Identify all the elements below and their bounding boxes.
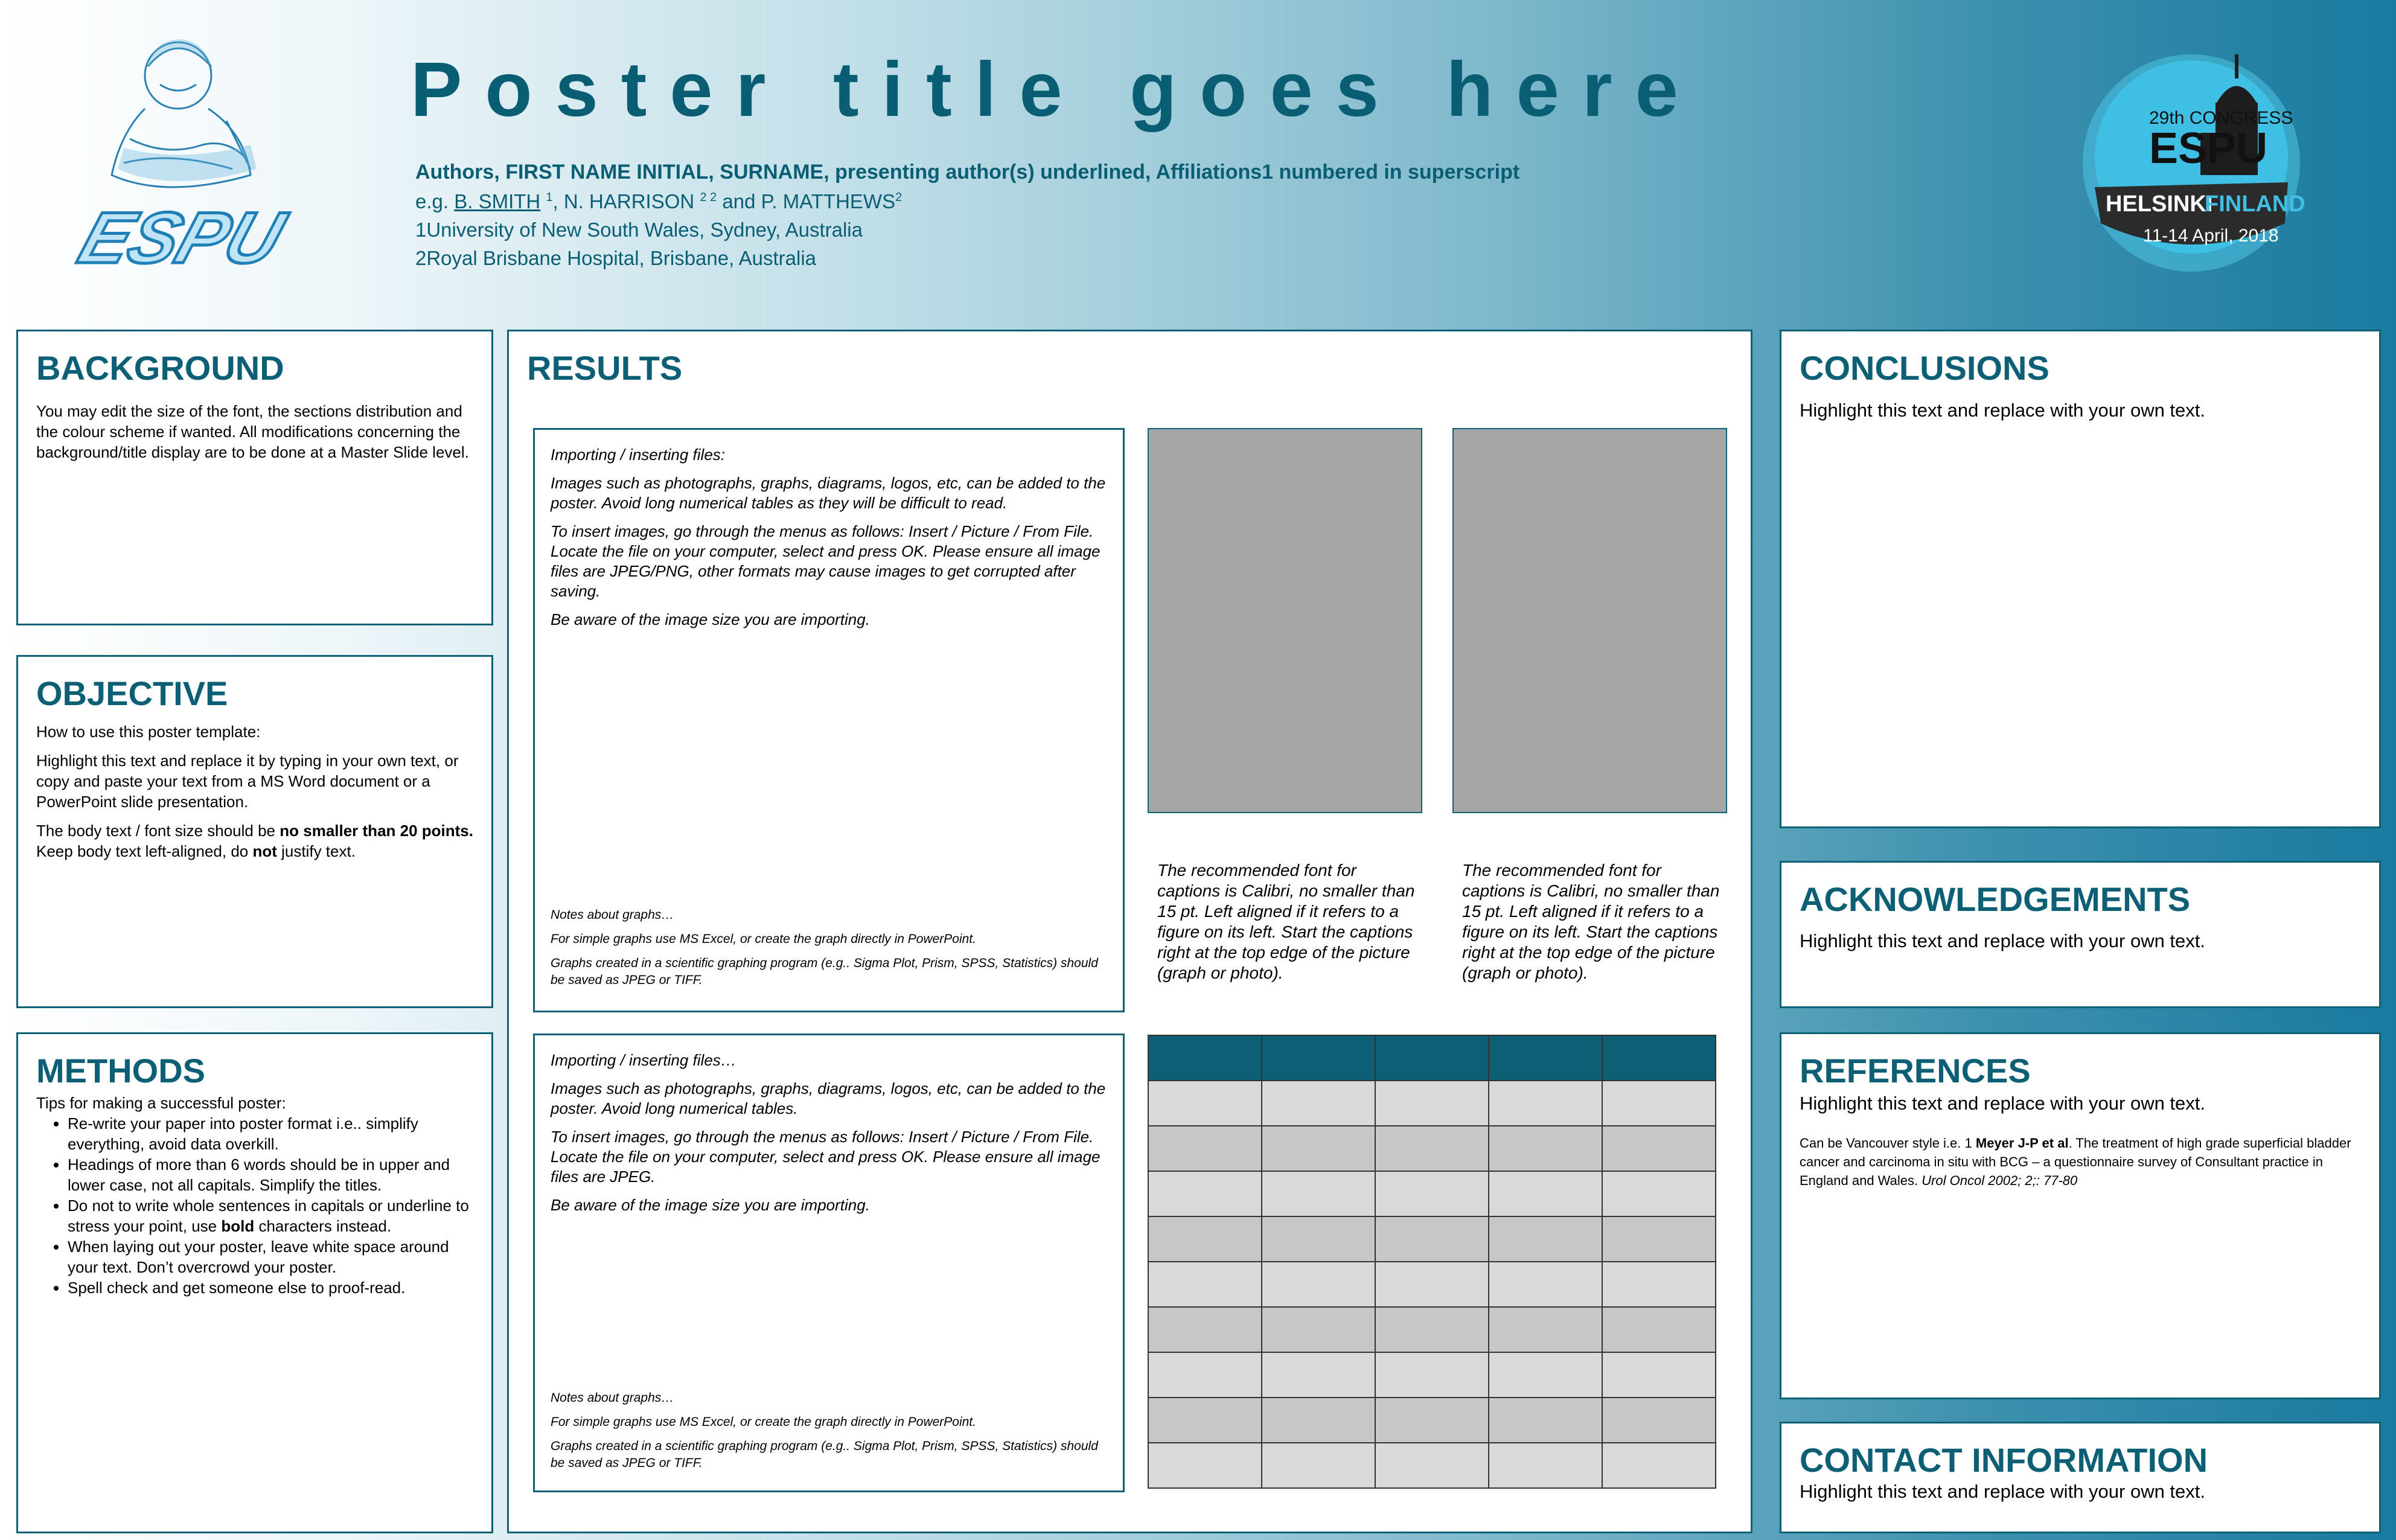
- methods-tip: • Do not to write whole sentences in capitals or underline to stress your point, use bold characters instead.: [68, 1195, 473, 1236]
- author2: , N. HARRISON: [552, 190, 695, 212]
- caption-1: The recommended font for captions is Calibri, no smaller than 15 pt. Left aligned if it refers to a figure on its left. Start the captions right at the top edge of the picture (graph or photo).: [1157, 861, 1415, 982]
- results-panel: [507, 330, 1752, 1533]
- references-heading: REFERENCES: [1800, 1052, 2031, 1090]
- objective-panel: [16, 655, 493, 1008]
- results-box2-p4: Be aware of the image size you are importing.: [551, 1196, 870, 1214]
- references-text: Highlight this text and replace with your own text.: [1800, 1093, 2206, 1114]
- results-box1-notes-title: Notes about graphs…: [551, 908, 674, 922]
- table-header-cell: [1262, 1035, 1375, 1081]
- references-panel: [1780, 1032, 2381, 1399]
- methods-tip: • Re-write your paper into poster format i.e.. simplify everything, avoid data overkill.: [68, 1113, 473, 1154]
- results-heading: RESULTS: [527, 349, 683, 387]
- background-panel: [16, 330, 493, 625]
- background-text: You may edit the size of the font, the sections distribution and the colour scheme if wanted. All modifications concerning the background/title display are to be done at a Master Slide level.: [36, 402, 469, 461]
- presenting-author: B. SMITH: [454, 190, 541, 212]
- methods-intro: Tips for making a successful poster:: [36, 1094, 286, 1112]
- results-box1-note-2: Graphs created in a scientific graphing program (e.g.. Sigma Plot, Prism, SPSS, Statistics) should be saved as JPEG or TIFF.: [551, 956, 1098, 987]
- authors-line: Authors, FIRST NAME INITIAL, SURNAME, presenting author(s) underlined, Affiliations1 numbered in superscript: [415, 161, 1520, 184]
- image-placeholder-2: [1452, 428, 1727, 813]
- methods-heading: METHODS: [36, 1052, 205, 1090]
- badge-city: HELSINKI: [2106, 191, 2213, 217]
- table-header-cell: [1489, 1035, 1602, 1081]
- affiliation-2: 2Royal Brisbane Hospital, Brisbane, Australia: [415, 247, 817, 269]
- contact-text: Highlight this text and replace with your own text.: [1800, 1481, 2206, 1502]
- contact-heading: CONTACT INFORMATION: [1800, 1441, 2208, 1479]
- methods-panel: [16, 1032, 493, 1533]
- affiliation-1: 1University of New South Wales, Sydney, Australia: [415, 219, 863, 241]
- objective-text-1: Highlight this text and replace it by typing in your own text, or copy and paste your text from a MS Word document or a PowerPoint slide presentation.: [36, 752, 459, 811]
- conclusions-panel: [1780, 330, 2381, 828]
- author3: and P. MATTHEWS: [717, 190, 896, 212]
- results-box2-p2: Images such as photographs, graphs, diagrams, logos, etc, can be added to the poster. Avoid long numerical tables.: [551, 1079, 1106, 1117]
- table-row: [1148, 1307, 1716, 1352]
- conclusions-heading: CONCLUSIONS: [1800, 349, 2049, 387]
- objective-text-2: The body text / font size should be no smaller than 20 points. Keep body text left-aligned, do not justify text.: [36, 822, 473, 860]
- background-heading: BACKGROUND: [36, 349, 284, 387]
- results-box1-p2: Images such as photographs, graphs, diagrams, logos, etc, can be added to the poster. Avoid long numerical tables as they will be difficult to read.: [551, 474, 1106, 512]
- methods-tip: • Spell check and get someone else to proof-read.: [68, 1277, 473, 1298]
- badge-dates: 11-14 April, 2018: [2143, 226, 2279, 246]
- badge-country: FINLAND: [2205, 191, 2305, 217]
- results-box1-note-1: For simple graphs use MS Excel, or create the graph directly in PowerPoint.: [551, 932, 976, 946]
- table-header-cell: [1375, 1035, 1489, 1081]
- results-box2-p3: To insert images, go through the menus as follows: Insert / Picture / From File. Locate the file on your computer, select and press OK. Please ensure all image files are JPEG.: [551, 1128, 1101, 1186]
- methods-tip: • Headings of more than 6 words should be in upper and lower case, not all capitals. Simplify the titles.: [68, 1154, 473, 1195]
- espu-logo: [57, 18, 317, 284]
- table-row: [1148, 1398, 1716, 1443]
- table-row: [1148, 1352, 1716, 1398]
- table-row: [1148, 1126, 1716, 1171]
- table-header-cell: [1602, 1035, 1716, 1081]
- results-text-box-1: [533, 428, 1125, 1012]
- table-row: [1148, 1262, 1716, 1307]
- congress-badge-logo: [2077, 12, 2306, 314]
- acknowledgements-text: Highlight this text and replace with your own text.: [1800, 930, 2206, 951]
- author1-sup: 1: [546, 191, 553, 204]
- objective-intro: How to use this poster template:: [36, 723, 261, 741]
- results-box1-p3: To insert images, go through the menus as follows: Insert / Picture / From File. Locate the file on your computer, select and press OK. Please ensure all image files are JPEG/PNG, other formats may cause images to get corrupted after saving.: [551, 522, 1101, 600]
- authors-example: [415, 190, 902, 213]
- acknowledgements-panel: [1780, 861, 2381, 1008]
- objective-heading: OBJECTIVE: [36, 674, 228, 712]
- table-header-cell: [1148, 1035, 1262, 1081]
- acknowledgements-heading: ACKNOWLEDGEMENTS: [1800, 880, 2191, 918]
- badge-congress: 29th CONGRESS: [2149, 108, 2293, 128]
- methods-tip: • When laying out your poster, leave white space around your text. Don’t overcrowd your poster.: [68, 1236, 473, 1277]
- table-row: [1148, 1081, 1716, 1126]
- author3-sup: 2: [895, 191, 902, 204]
- results-box2-note-2: Graphs created in a scientific graphing program (e.g.. Sigma Plot, Prism, SPSS, Statistics) should be saved as JPEG or TIFF.: [551, 1439, 1098, 1470]
- results-box1-p4: Be aware of the image size you are importing.: [551, 610, 870, 628]
- author2-sup: 2 2: [700, 191, 717, 204]
- table-row: [1148, 1171, 1716, 1216]
- contact-panel: [1780, 1422, 2381, 1533]
- table-row: [1148, 1443, 1716, 1488]
- table-row: [1148, 1216, 1716, 1262]
- example-prefix: e.g.: [415, 190, 449, 212]
- results-text-box-2: [533, 1034, 1125, 1492]
- caption-2: The recommended font for captions is Calibri, no smaller than 15 pt. Left aligned if it refers to a figure on its left. Start the captions right at the top edge of the picture (graph or photo).: [1462, 861, 1720, 982]
- results-box2-p1: Importing / inserting files…: [551, 1051, 736, 1069]
- poster-title: Poster title goes here: [411, 46, 1701, 133]
- results-box2-note-1: For simple graphs use MS Excel, or create the graph directly in PowerPoint.: [551, 1415, 976, 1429]
- reference-entry: Can be Vancouver style i.e. 1 Meyer J-P et al. The treatment of high grade superficial bladder cancer and carcinoma in situ with BCG – a questionnaire survey of Consultant practice in England and Wales. Urol Oncol 2002; 2;: 77-80: [1800, 1136, 2351, 1188]
- conclusions-text: Highlight this text and replace with your own text.: [1800, 400, 2206, 421]
- table-header-row: [1148, 1035, 1716, 1081]
- results-box1-p1: Importing / inserting files:: [551, 446, 726, 464]
- results-box2-notes-title: Notes about graphs…: [551, 1391, 674, 1405]
- espu-logo-text: ESPU: [69, 197, 293, 279]
- results-table-placeholder: [1148, 1035, 1716, 1489]
- badge-espu: ESPU: [2149, 124, 2268, 173]
- methods-tips-list: [36, 1113, 473, 1298]
- image-placeholder-1: [1148, 428, 1422, 813]
